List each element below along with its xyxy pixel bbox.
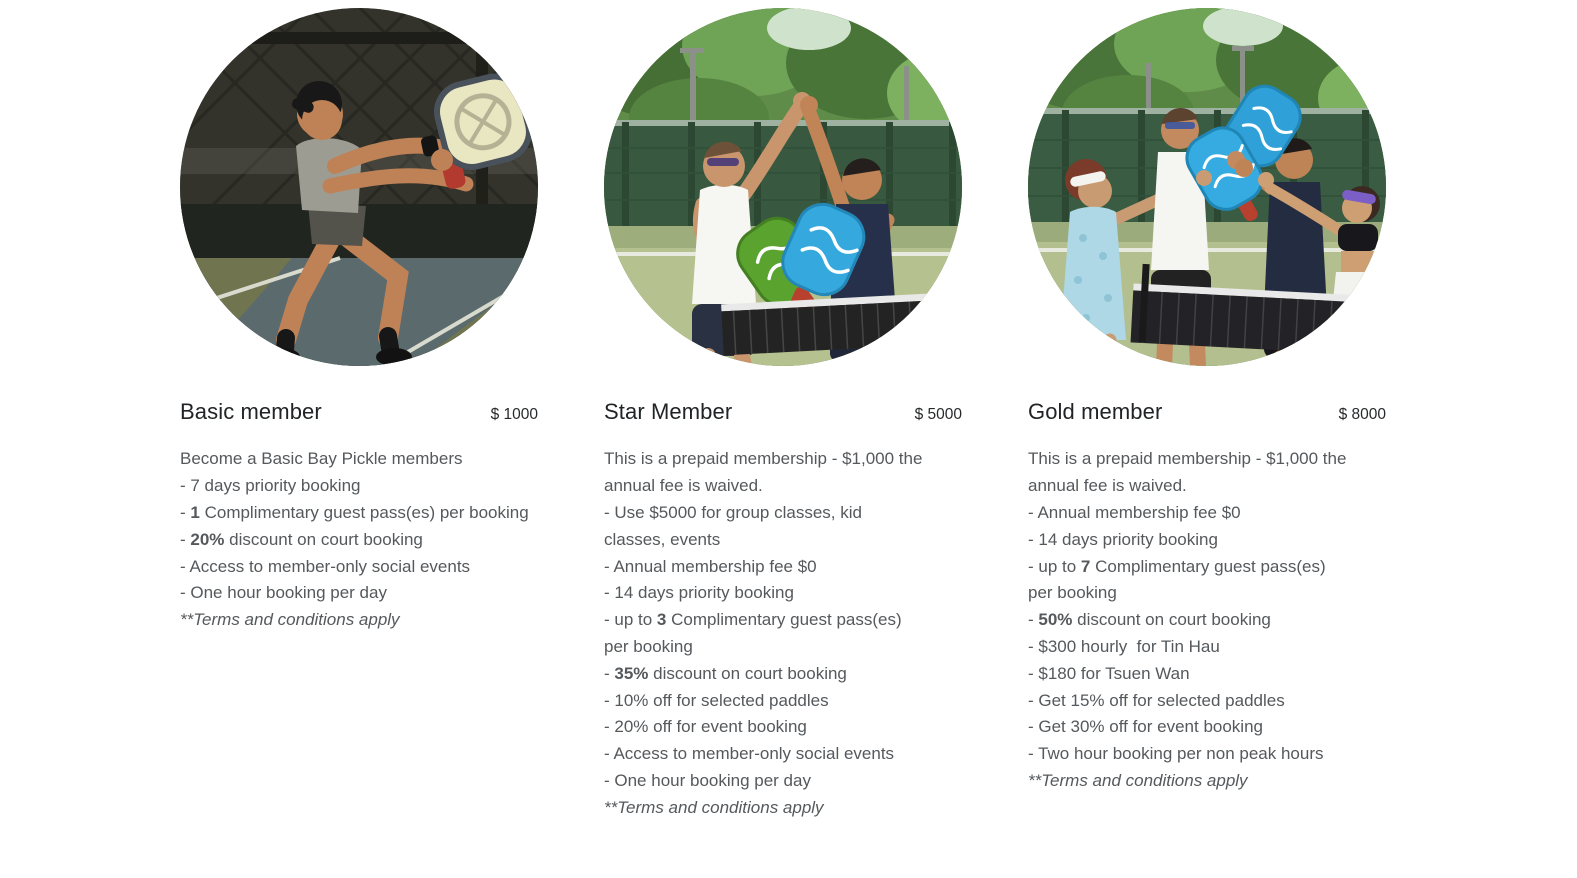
benefit-line: annual fee is waived. (1028, 476, 1187, 496)
benefit-line: - One hour booking per day (180, 583, 387, 603)
benefit-line: - Use $5000 for group classes, kid (604, 502, 862, 522)
card-benefits (604, 446, 962, 821)
benefit-line: - 1 Complimentary guest pass(es) per booking (180, 502, 529, 522)
benefit-line: per booking (1028, 583, 1117, 603)
basic-member-photo (180, 8, 538, 366)
benefit-line: - Two hour booking per non peak hours (1028, 744, 1324, 764)
card-header (1028, 399, 1386, 425)
benefit-line: - One hour booking per day (604, 770, 811, 790)
benefit-line: This is a prepaid membership - $1,000 the (604, 449, 923, 469)
card-title: Basic member (180, 399, 322, 424)
benefit-line: **Terms and conditions apply (180, 610, 400, 630)
card-benefits (180, 446, 538, 634)
gold-member-photo (1028, 8, 1386, 366)
card-price: $ 5000 (914, 406, 962, 423)
benefit-line: Become a Basic Bay Pickle members (180, 449, 463, 469)
benefit-line: per booking (604, 636, 693, 656)
card-gold-member (1028, 8, 1386, 822)
benefit-line: **Terms and conditions apply (1028, 770, 1248, 790)
card-star-member (604, 8, 962, 822)
card-header (604, 399, 962, 425)
benefit-line: - Get 15% off for selected paddles (1028, 690, 1285, 710)
benefit-line: - 35% discount on court booking (604, 663, 847, 683)
benefit-line: - Access to member-only social events (180, 556, 471, 576)
benefit-line: - 20% discount on court booking (180, 529, 423, 549)
benefit-line: - up to 7 Complimentary guest pass(es) (1028, 556, 1326, 576)
benefit-line: classes, events (604, 529, 721, 549)
benefit-line: - 14 days priority booking (1028, 529, 1218, 549)
benefit-line: - 20% off for event booking (604, 717, 807, 737)
star-member-photo (604, 8, 962, 366)
benefit-line: - Annual membership fee $0 (1028, 502, 1241, 522)
benefit-line: - 7 days priority booking (180, 476, 361, 496)
benefit-line: - Annual membership fee $0 (604, 556, 817, 576)
benefit-line: annual fee is waived. (604, 476, 763, 496)
card-benefits (1028, 446, 1386, 794)
pickleball-action-photo-illustration (180, 8, 538, 366)
team-paddles-photo-illustration (1028, 8, 1386, 366)
benefit-line: **Terms and conditions apply (604, 797, 824, 817)
card-basic-member (180, 8, 538, 822)
benefit-line: - 50% discount on court booking (1028, 610, 1271, 630)
benefit-line: - Get 30% off for event booking (1028, 717, 1263, 737)
card-title: Gold member (1028, 399, 1163, 424)
benefit-line: - $300 hourly for Tin Hau (1028, 636, 1220, 656)
benefit-line: - 14 days priority booking (604, 583, 794, 603)
card-title: Star Member (604, 399, 733, 424)
high-five-photo-illustration (604, 8, 962, 366)
benefit-line: - 10% off for selected paddles (604, 690, 829, 710)
benefit-line: - Access to member-only social events (604, 744, 895, 764)
card-price: $ 1000 (490, 406, 538, 423)
benefit-line: This is a prepaid membership - $1,000 the (1028, 449, 1347, 469)
benefit-line: - $180 for Tsuen Wan (1028, 663, 1190, 683)
card-price: $ 8000 (1338, 406, 1386, 423)
card-header (180, 399, 538, 425)
benefit-line: - up to 3 Complimentary guest pass(es) (604, 610, 902, 630)
